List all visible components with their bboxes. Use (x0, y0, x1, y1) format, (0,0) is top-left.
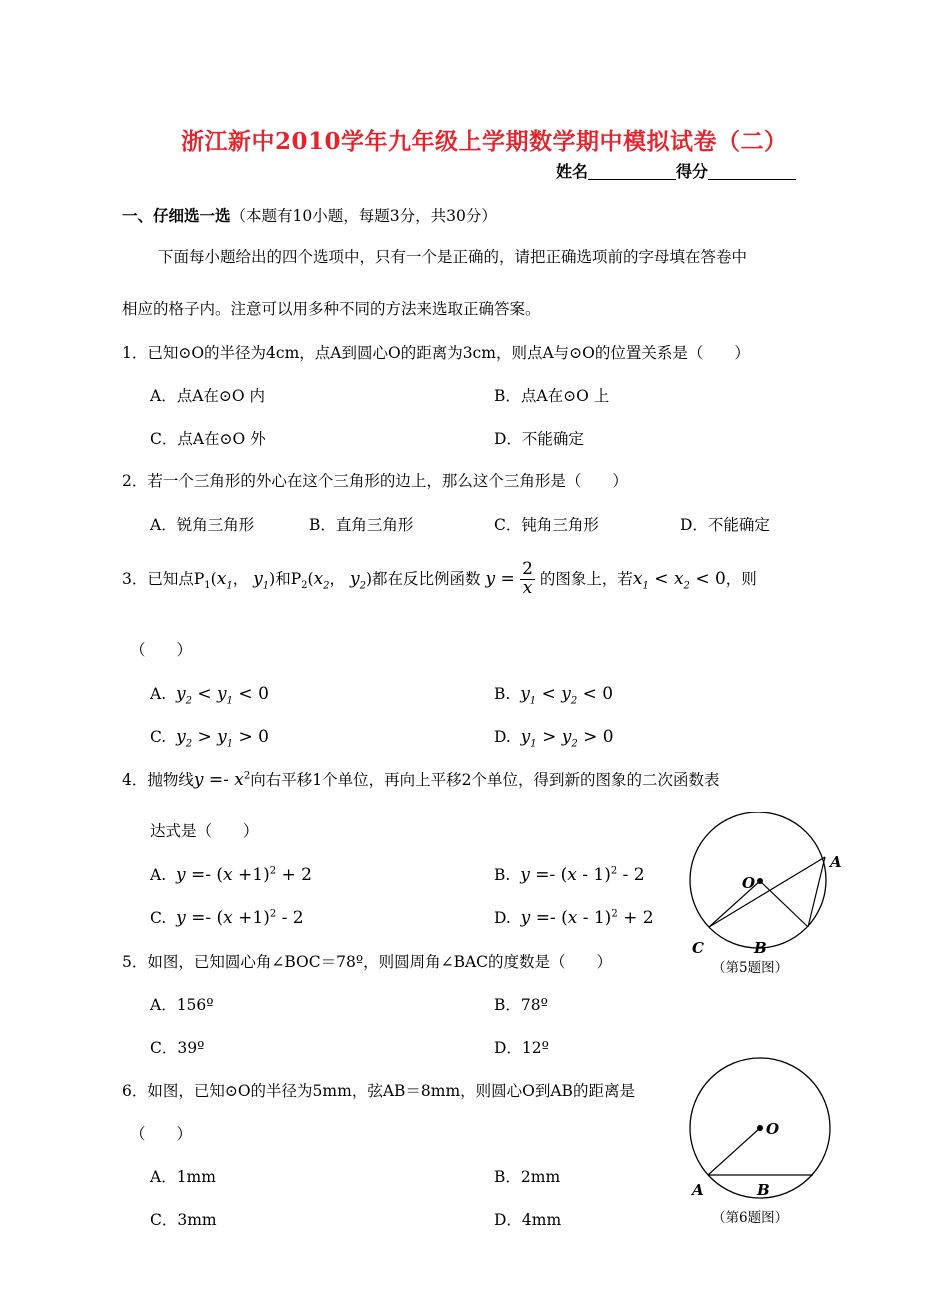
q6-option-b: B．2mm (494, 1168, 561, 1186)
q3-sub2: 2 (301, 579, 308, 591)
q3-sub1: 1 (204, 579, 211, 591)
q4-stem (122, 772, 720, 789)
q1-stem: 1．已知⊙O的半径为4cm，点A到圆心O的距离为3cm，则点A与⊙O的位置关系是（ ） (122, 344, 750, 362)
q4-a-label: A. (150, 866, 167, 884)
q2-option-b: B．直角三角形 (309, 516, 414, 534)
score-label: 得分 (676, 162, 709, 181)
q4-d-label: D. (494, 909, 511, 927)
q5-option-b: B．78º (494, 996, 548, 1014)
q6-figure (684, 1054, 844, 1204)
instructions-line-1: 下面每小题给出的四个选项中，只有一个是正确的，请把正确选项前的字母填在答卷中 (158, 248, 748, 266)
q5-option-d: D．12º (494, 1039, 549, 1057)
q5-option-a: A．156º (150, 996, 214, 1014)
name-score-line (556, 164, 796, 180)
q6-option-c: C．3mm (150, 1211, 217, 1229)
q5-segment-ab (808, 857, 825, 927)
q4-formula: $y =- x^2$ (193, 770, 251, 790)
q3-c-label: C. (150, 728, 167, 746)
section-heading (122, 208, 497, 225)
q6-center-dot (757, 1125, 763, 1131)
q6-option-a: A．1mm (150, 1168, 216, 1186)
q6-caption: （第6题图） (712, 1210, 789, 1226)
q4-b-label: B. (494, 866, 511, 884)
q1-option-c: C．点A在⊙O 外 (150, 430, 266, 448)
q5-stem: 5．如图，已知圆心角∠BOC＝78º，则圆周角∠BAC的度数是（ ） (122, 953, 613, 971)
name-label: 姓名 (556, 162, 589, 181)
page-title: 浙江新中2010学年九年级上学期数学期中模拟试卷（二） (181, 128, 788, 155)
q3-mid1: 和P (275, 569, 302, 588)
q3-mid3: 的图象上，若 (539, 569, 633, 588)
q3-function-formula: y = $\frac{2}{x}$ (485, 559, 533, 598)
score-blank (708, 165, 796, 180)
q4-option-a: A. $y =- (x +1)^2 + 2$ (150, 865, 312, 885)
q3-prefix: 3．已知点P (122, 569, 205, 588)
q2-option-d: D．不能确定 (680, 516, 770, 534)
q3-stem: 3．已知点$P_1(x_1$， $y_1$)和$P_2(x_2$， $y_2$)都在反比例函数 y = $\frac{2}{x}$ 的图象上，若$x_1 < x_2 < 0$，则 (122, 559, 757, 598)
q4-option-b: B. y =- (x - 1)$^2$ - 2 (494, 865, 645, 885)
q6-label-b: B (757, 1181, 770, 1199)
q4-line2: 达式是（ ） (150, 822, 259, 840)
q6-label-o: O (766, 1120, 780, 1138)
q3-b-label: B. (494, 685, 511, 703)
q2-stem: 2．若一个三角形的外心在这个三角形的边上，那么这个三角形是（ ） (122, 472, 628, 490)
q4-option-d: D. y =- (x - 1)$^2$ + 2 (494, 908, 654, 928)
q6-segment-oa (708, 1128, 760, 1175)
q6-paren: （ ） (130, 1125, 193, 1143)
q5-label-b: B (754, 939, 767, 957)
q1-option-a: A．点A在⊙O 内 (150, 387, 266, 405)
q5-figure (684, 812, 844, 962)
q5-segment-ac (709, 857, 825, 927)
q3-a-label: A. (150, 685, 167, 703)
q5-caption: （第5题图） (712, 960, 789, 976)
q6-option-d: D．4mm (494, 1211, 562, 1229)
q3-mid2: 都在反比例函数 (372, 569, 481, 588)
instructions-line-2: 相应的格子内。注意可以用多种不同的方法来选取正确答案。 (122, 300, 541, 318)
q3-option-a: A. $y_2 < y_1 < 0$ (150, 684, 269, 707)
q4-c-label: C. (150, 909, 167, 927)
q3-condition: $x_1 < x_2 < 0$ (632, 568, 726, 592)
q5-segment-ob (760, 881, 808, 927)
q5-label-o: O (742, 874, 756, 892)
section-heading-note: （本题有10小题，每题3分，共30分） (230, 207, 497, 225)
q3-option-b: B. $y_1 < y_2 < 0$ (494, 684, 614, 707)
q5-option-c: C．39º (150, 1039, 205, 1057)
q5-center-dot (757, 878, 763, 884)
q4-option-c: C. $y =- (x +1)^2 - 2$ (150, 908, 304, 928)
section-heading-title: 一、仔细选一选 (122, 206, 231, 225)
name-blank (588, 165, 676, 180)
q3-paren: （ ） (130, 641, 193, 659)
q3-option-d: D. $y_1 > y_2 > 0$ (494, 727, 614, 750)
q3-suffix: ，则 (725, 569, 757, 588)
q4-suffix: 向右平移1个单位，再向上平移2个单位，得到新的图象的二次函数表 (250, 771, 720, 789)
q1-option-d: D．不能确定 (494, 430, 584, 448)
q6-label-a: A (692, 1181, 704, 1199)
q1-option-b: B．点A在⊙O 上 (494, 387, 610, 405)
q5-label-c: C (692, 939, 704, 957)
q6-stem: 6．如图，已知⊙O的半径为5mm，弦AB＝8mm，则圆心O到AB的距离是 (122, 1082, 635, 1100)
q3-d-label: D. (494, 728, 511, 746)
q4-prefix: 4．抛物线 (122, 771, 194, 789)
q3-option-c: C. $y_2 > y_1 > 0$ (150, 727, 269, 750)
q2-option-a: A．锐角三角形 (150, 516, 255, 534)
q5-label-a: A (830, 853, 842, 871)
q2-option-c: C．钝角三角形 (494, 516, 599, 534)
